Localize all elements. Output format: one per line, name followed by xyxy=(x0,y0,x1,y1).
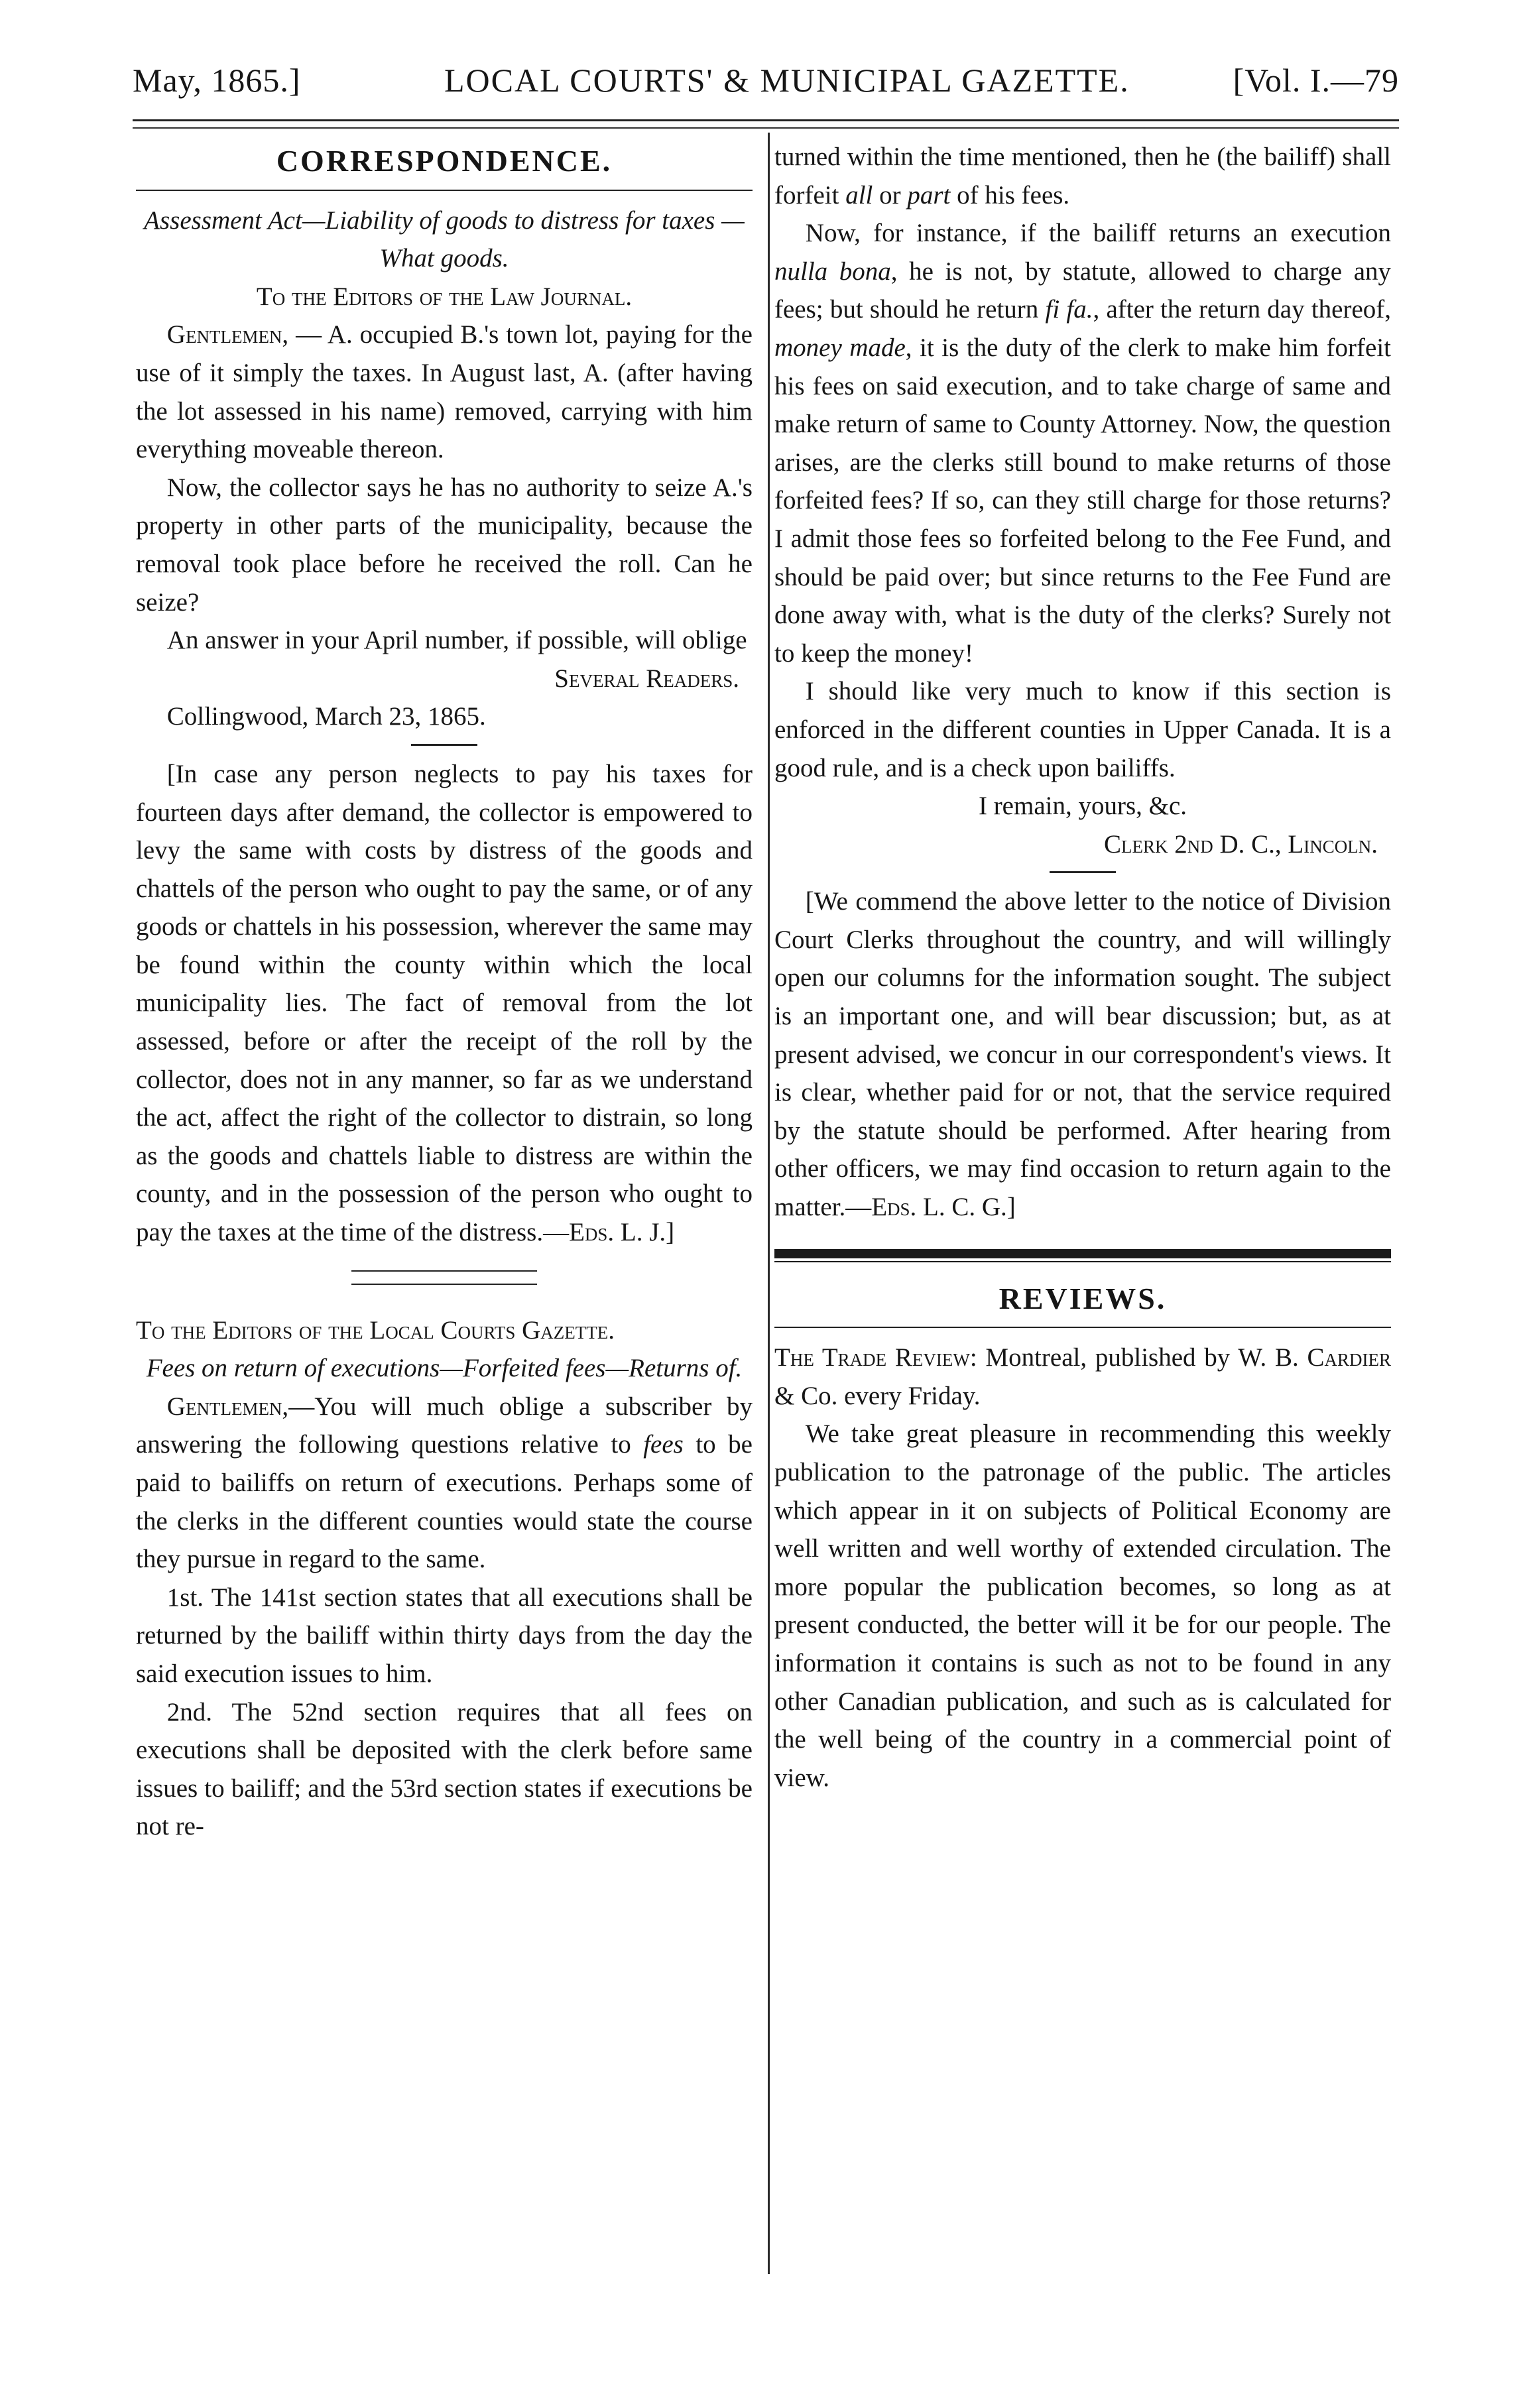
cont-a: turned within the time mentioned, then he (the bailiff) shall forfeit xyxy=(774,143,1391,210)
editor-note-text: [We commend the above letter to the notice of Division Court Clerks throughout the country, and will willingly open our columns for the information sought. The subject is an important one, and will bear discussion; but, as at present advised, we concur in our correspondent's views. It is clear, whether paid for or not, that the service required by the statute should be performed. After hearing from other officers, we may find occasion to return again to the matter.— xyxy=(774,887,1391,1222)
letter2-para-now xyxy=(774,214,1391,672)
letter1-para3: An answer in your April number, if possible, will oblige xyxy=(166,626,747,655)
editor-note-rule xyxy=(1050,871,1116,873)
left-column xyxy=(136,138,753,1846)
reviews-heading: REVIEWS. xyxy=(999,1281,1167,1315)
now-a: Now, for instance, if the bailiff returns an execution xyxy=(805,219,1391,248)
letter1-subtitle: Assessment Act—Liability of goods to distress for taxes — What goods. xyxy=(144,206,745,273)
review-publication xyxy=(774,1339,1391,1415)
letter2-closing: I remain, yours, &c. xyxy=(978,792,1187,821)
cont-all: all xyxy=(845,180,873,210)
header-rule-bottom xyxy=(133,127,1399,129)
letter2-addressee: To the Editors of the Local Courts Gazette. xyxy=(136,1315,615,1345)
right-column xyxy=(774,138,1391,1797)
letter2-para-like: I should like very much to know if this section is enforced in the different counties in Upper Canada. It is a good rule, and is a check upon bailiffs. xyxy=(774,677,1391,782)
letter2-para1-b: to be paid to bailiffs on return of executions. Perhaps some of the clerks in the different counties would state the course they pursue in regard to the same. xyxy=(136,1430,753,1574)
letter1-para2: Now, the collector says he has no authority to seize A.'s property in other parts of the municipality, because the removal took place before he received the roll. Can he seize? xyxy=(136,473,753,617)
now-c: , after the return day thereof, xyxy=(1093,295,1392,324)
letter1-para1-text: — A. occupied B.'s town lot, paying for the use of it simply the taxes. In August last, A. (after having the lot assessed in his name) removed, carrying with him everything moveable thereon. xyxy=(136,320,753,464)
review-pub-end: & Co. every Friday. xyxy=(774,1381,981,1410)
letter-separator-bottom xyxy=(351,1284,537,1285)
letter1-addressee: To the Editors of the Law Journal. xyxy=(256,282,633,311)
letter2-subtitle: Fees on return of executions—Forfeited fees—Returns of. xyxy=(146,1354,743,1383)
reviews-rule-thin xyxy=(774,1261,1391,1262)
running-header xyxy=(99,61,1399,114)
review-text: We take great pleasure in recommending this weekly publication to the patronage of the public. The articles which appear in it on subjects of Political Economy are well written and well worthy of extended circulation. The more popular the publication becomes, so long as at present conducted, the better will it be for our people. The information it contains is such as not to be found in any other Canadian publication, and such as is calculated for the well being of the country in a commercial point of view. xyxy=(774,1419,1391,1792)
now-nulla-bona: nulla bona xyxy=(774,257,891,286)
publication-title: LOCAL COURTS' & MUNICIPAL GAZETTE. xyxy=(444,62,1130,99)
letter2-para1-fees: fees xyxy=(643,1430,684,1459)
letter2-editor-note xyxy=(774,882,1391,1226)
letter2-salutation: Gentlemen, xyxy=(166,1392,289,1421)
header-rule-top xyxy=(133,119,1399,121)
letter1-salutation: Gentlemen, xyxy=(166,320,289,349)
letter1-place-date: Collingwood, March 23, 1865. xyxy=(166,702,486,731)
reply-rule xyxy=(411,744,477,746)
now-fi-fa: fi fa. xyxy=(1045,295,1093,324)
letter2-signature: Clerk 2nd D. C., Lincoln. xyxy=(1104,829,1378,859)
cont-b: or xyxy=(873,180,908,210)
review-pub-name: Cardier xyxy=(1307,1343,1391,1372)
now-d: , it is the duty of the clerk to make him forfeit his fees on said execution, and to take charge of same and make return of same to County Attorney. Now, the question arises, are the clerks still bound to make returns of those forfeited fees? If so, can they still charge for those returns? I admit those fees so forfeited belong to the Fee Fund, and should be paid over; but since returns to the Fee Fund are done away with, what is the duty of the clerks? Surely not to keep the money! xyxy=(774,333,1391,668)
review-pub-title: The Trade Review xyxy=(774,1343,970,1372)
editor-note-signature: Eds. L. C. G.] xyxy=(871,1193,1016,1222)
cont-c: of his fees. xyxy=(950,180,1070,210)
reply-text: [In case any person neglects to pay his taxes for fourteen days after demand, the collector is empowered to levy the same with costs by distress of the goods and chattels of the person who ought to pay the same, or of any goods or chattels in his possession, wherever the same may be found within the county within which the local municipality lies. The fact of removal from the lot assessed, before or after the receipt of the roll by the collector, does not in any manner, so far as we understand the act, affect the right of the collector to distrain, so long as the goods and chattels liable to distress are within the county, and in the possession of the person who ought to pay the taxes at the time of the distress.— xyxy=(136,759,753,1247)
letter1-signature: Several Readers. xyxy=(554,664,739,693)
reviews-rule-thick xyxy=(774,1249,1391,1258)
reply-signature: Eds. L. J.] xyxy=(569,1218,675,1247)
letter2-para1 xyxy=(136,1388,753,1579)
letter2-para1-a: —You will much oblige a subscriber by answering the following questions relative to xyxy=(136,1392,753,1459)
letter1-editor-reply xyxy=(136,755,753,1252)
column-divider xyxy=(768,133,770,2274)
letter2-para3: 2nd. The 52nd section requires that all fees on executions shall be deposited with the clerk before same issues to bailiff; and the 53rd section states if executions be not re- xyxy=(136,1697,753,1841)
now-money-made: money made xyxy=(774,333,906,362)
letter1-para1 xyxy=(136,316,753,468)
now-b: , he is not, by statute, allowed to charge any fees; but should he return xyxy=(774,257,1392,324)
review-pub-rest: : Montreal, published by W. B. xyxy=(969,1343,1307,1372)
cont-part: part xyxy=(907,180,951,210)
volume-page: [Vol. I.—79 xyxy=(1233,62,1399,99)
letter2-para2: 1st. The 141st section states that all executions shall be returned by the bailiff within thirty days from the day the said execution issues to him. xyxy=(136,1583,753,1688)
letter-separator-top xyxy=(351,1270,537,1272)
correspondence-heading: CORRESPONDENCE. xyxy=(276,144,613,178)
reviews-section-rule xyxy=(774,1327,1391,1328)
letter2-continuation xyxy=(774,138,1391,214)
section-rule xyxy=(136,190,753,191)
issue-date: May, 1865.] xyxy=(133,62,301,99)
